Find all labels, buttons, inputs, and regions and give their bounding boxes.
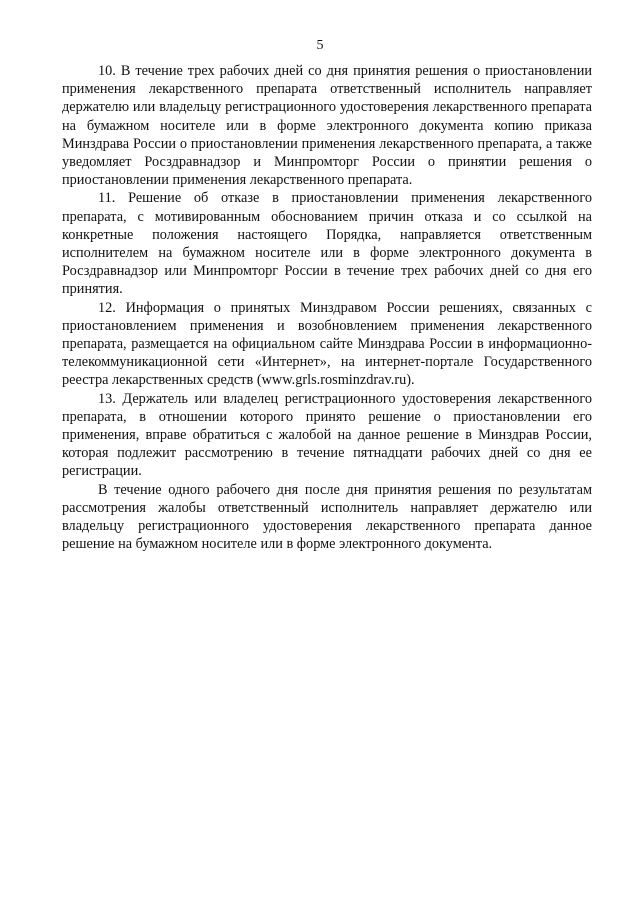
paragraph-12: 12. Информация о принятых Минздравом России решениях, связанных с приостановлением применения и возобновлением применения лекарственного препарата, размещается на официальном сайте Минздрава России в информационно-телекоммуникационной сети «Интернет», на интернет-портале Государственного реестра лекарственных средств (www.grls.rosminzdrav.ru). — [62, 299, 592, 389]
document-body — [62, 62, 592, 553]
paragraph-11: 11. Решение об отказе в приостановлении применения лекарственного препарата, с мотивированным обоснованием причин отказа и со ссылкой на конкретные положения настоящего Порядка, направляется ответственным исполнителем на бумажном носителе или в форме электронного документа в Росздравнадзор или Минпромторг России в течение трех рабочих дней со дня его принятия. — [62, 190, 592, 298]
paragraph-10: 10. В течение трех рабочих дней со дня принятия решения о приостановлении применения лекарственного препарата ответственный исполнитель направляет держателю или владельцу регистрационного удостоверения лекарственного препарата на бумажном носителе или в форме электронного документа копию приказа Минздрава России о приостановлении применения лекарственного препарата, а также уведомляет Росздравнадзор и Минпромторг России о принятии решения о приостановлении применения лекарственного препарата. — [62, 63, 592, 189]
paragraph-13-continuation: В течение одного рабочего дня после дня принятия решения по результатам рассмотрения жалобы ответственный исполнитель направляет держателю или владельцу регистрационного удостоверения лекарственного препарата данное решение на бумажном носителе или в форме электронного документа. — [62, 481, 592, 553]
page-number: 5 — [316, 38, 324, 53]
paragraph-13: 13. Держатель или владелец регистрационного удостоверения лекарственного препарата, в отношении которого принято решение о приостановлении его применения, вправе обратиться с жалобой на данное решение в Минздрав России, которая подлежит рассмотрению в течение пятнадцати рабочих дней со дня ее регистрации. — [62, 390, 592, 480]
